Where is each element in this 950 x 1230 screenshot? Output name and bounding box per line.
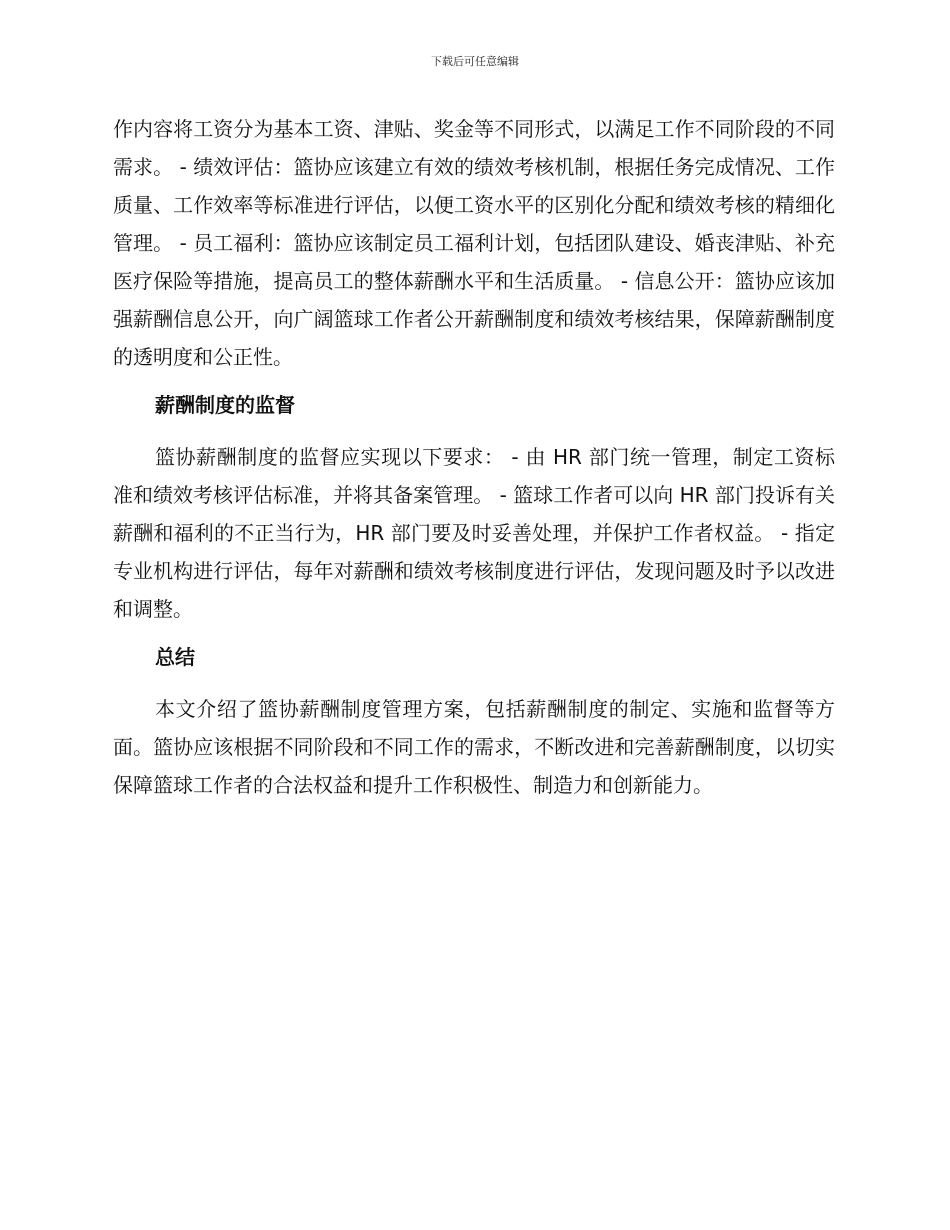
section-heading-supervision: 薪酬制度的监督 [155,393,295,417]
paragraph-supervision: 篮协薪酬制度的监督应实现以下要求： - 由 HR 部门统一管理，制定工资标准和绩效考核评估标准，并将其备案管理。 - 篮球工作者可以向 HR 部门投诉有关薪酬和福利的不正当行为，HR 部门要及时妥善处理，并保护工作者权益。 - 指定专业机构进行评估，每年对薪酬和绩效考核制度进行评估，发现问题及时予以改进和调整。 [113,445,835,621]
paragraph-compensation-details: 作内容将工资分为基本工资、津贴、奖金等不同形式，以满足工作不同阶段的不同需求。 - 绩效评估：篮协应该建立有效的绩效考核机制，根据任务完成情况、工作质量、工作效率等标准进行评估，以便工资水平的区别化分配和绩效考核的精细化管理。 - 员工福利：篮协应该制定员工福利计划，包括团队建设、婚丧津贴、补充医疗保险等措施，提高员工的整体薪酬水平和生活质量。 - 信息公开：篮协应该加强薪酬信息公开，向广阔篮球工作者公开薪酬制度和绩效考核结果，保障薪酬制度的透明度和公正性。 [113,117,835,369]
paragraph-summary: 本文介绍了篮协薪酬制度管理方案，包括薪酬制度的制定、实施和监督等方面。篮协应该根据不同阶段和不同工作的需求，不断改进和完善薪酬制度，以切实保障篮球工作者的合法权益和提升工作积极性、制造力和创新能力。 [113,697,835,797]
document-body [113,110,835,804]
section-heading-summary: 总结 [155,645,195,669]
page-header-note: 下载后可任意编辑 [431,55,519,68]
